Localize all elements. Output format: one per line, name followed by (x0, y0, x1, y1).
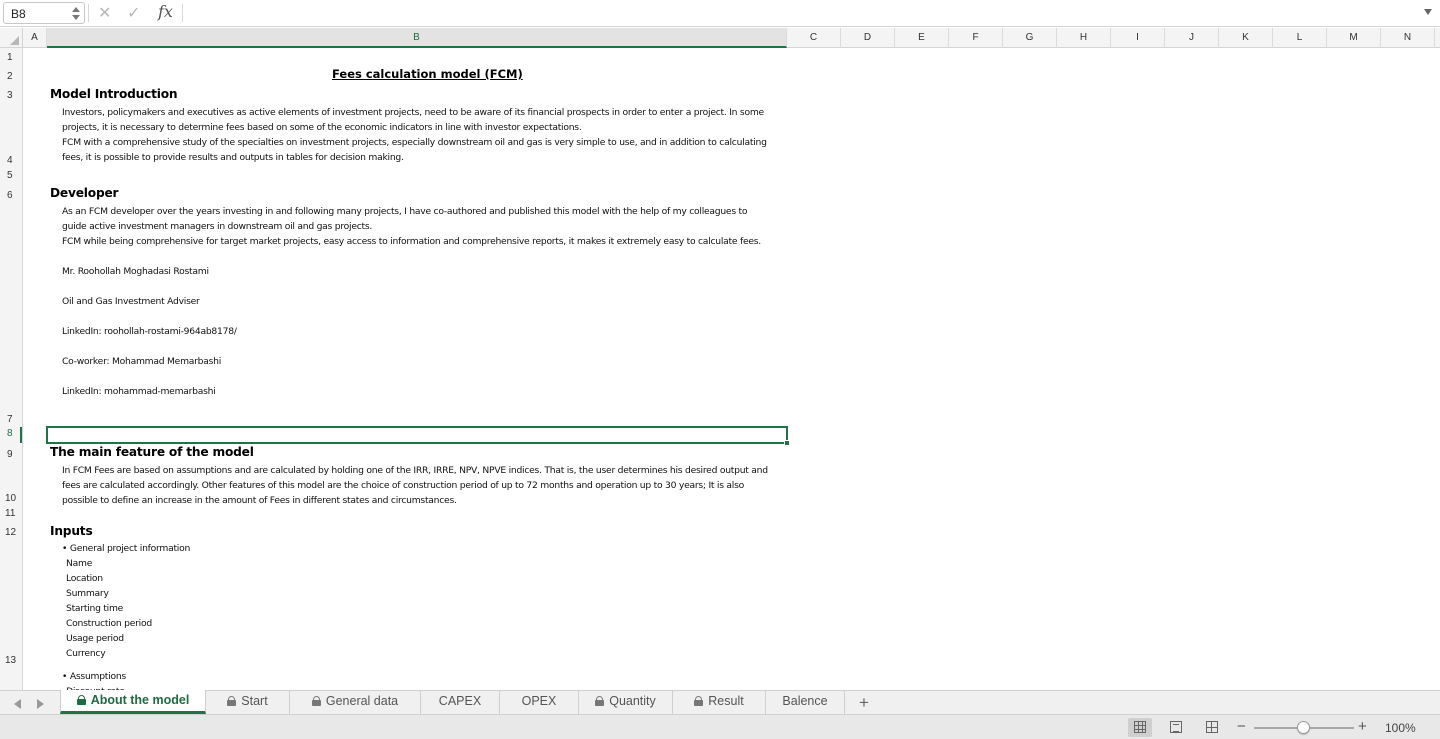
column-header-g[interactable]: G (1003, 28, 1057, 48)
zoom-out-button[interactable]: − (1237, 718, 1246, 735)
inputs-list-item: Summary (66, 588, 109, 599)
column-header-i[interactable]: I (1111, 28, 1165, 48)
column-header-b[interactable]: B (47, 28, 787, 48)
tab-label: Start (241, 694, 268, 708)
heading-model-introduction: Model Introduction (50, 87, 178, 101)
add-sheet-button[interactable]: + (859, 693, 869, 712)
heading-inputs: Inputs (50, 524, 93, 538)
cancel-icon[interactable]: ✕ (98, 5, 112, 22)
tab-label: About the model (90, 693, 190, 707)
tab-label: Balence (782, 694, 828, 708)
status-bar (0, 714, 1440, 739)
document-content (23, 48, 787, 690)
heading-developer: Developer (50, 186, 119, 200)
zoom-level[interactable]: 100% (1385, 721, 1416, 735)
heading-main-feature: The main feature of the model (50, 445, 254, 459)
tab-about-the-model[interactable] (60, 690, 206, 714)
row-header-6[interactable]: 6 (7, 190, 13, 201)
previous-sheet-icon[interactable] (14, 699, 21, 709)
lock-icon (312, 696, 321, 706)
lock-icon (694, 696, 703, 706)
developer-line: FCM while being comprehensive for target market projects, easy access to information and comprehensive reports, it makes it extremely easy to calculate fees. (62, 236, 761, 247)
column-header-c[interactable]: C (787, 28, 841, 48)
name-box[interactable] (3, 2, 85, 24)
row-header-4[interactable]: 4 (7, 155, 13, 166)
coworker-name: Co-worker: Mohammad Memarbashi (62, 356, 222, 367)
row-header-5[interactable]: 5 (7, 170, 13, 181)
feature-line: In FCM Fees are based on assumptions and are calculated by holding one of the IRR, IRRE, NPV, NPVE indices. That is, the user determines his desired output and (62, 465, 768, 476)
column-header-a[interactable]: A (23, 28, 47, 48)
inputs-list-item: Location (66, 573, 103, 584)
column-header-l[interactable]: L (1273, 28, 1327, 48)
cell-reference[interactable]: B8 (11, 7, 26, 21)
inputs-group-title: • General project information (62, 543, 191, 554)
tab-balence[interactable] (766, 691, 845, 714)
name-box-stepper-icon[interactable] (72, 5, 80, 21)
sheet-tabs-bar (0, 690, 1440, 714)
page-layout-icon (1170, 721, 1182, 733)
feature-line: possible to define an increase in the amount of Fees in different states and circumstances. (62, 495, 457, 506)
row-header-2[interactable]: 2 (7, 71, 13, 82)
next-sheet-icon[interactable] (37, 699, 44, 709)
row-header-12[interactable]: 12 (5, 527, 17, 538)
column-header-m[interactable]: M (1327, 28, 1381, 48)
tab-start[interactable] (206, 691, 290, 714)
tab-label: General data (325, 694, 399, 708)
developer-role: Oil and Gas Investment Adviser (62, 296, 200, 307)
inputs-list-item: Starting time (66, 603, 124, 614)
column-header-row (0, 28, 1440, 48)
tab-general-data[interactable] (290, 691, 421, 714)
selected-cell-b8[interactable] (46, 426, 788, 444)
column-header-h[interactable]: H (1057, 28, 1111, 48)
feature-line: fees are calculated accordingly. Other features of this model are the choice of construction period of up to 72 months and operation up to 30 years; It is also (62, 480, 745, 491)
tab-label: Result (708, 694, 744, 708)
insert-function-icon[interactable]: fx (158, 2, 173, 21)
row-header-7[interactable]: 7 (7, 414, 13, 425)
zoom-in-button[interactable]: + (1358, 718, 1367, 735)
column-header-n[interactable]: N (1381, 28, 1435, 48)
formula-input-divider (182, 4, 183, 22)
lock-icon (595, 696, 604, 706)
tab-label: OPEX (521, 694, 557, 708)
active-row-indicator (20, 427, 22, 443)
formula-bar (0, 0, 1440, 27)
tab-quantity[interactable] (579, 691, 673, 714)
tab-opex[interactable] (500, 691, 579, 714)
inputs-list-item: Construction period (66, 618, 152, 629)
tab-result[interactable] (673, 691, 766, 714)
row-header-13[interactable]: 13 (5, 655, 17, 666)
lock-icon (77, 695, 86, 705)
page-title: Fees calculation model (FCM) (332, 67, 523, 81)
coworker-linkedin: LinkedIn: mohammad-memarbashi (62, 386, 216, 397)
developer-line: As an FCM developer over the years investing in and following many projects, I have co-authored and published this model with the help of my colleagues to (62, 206, 748, 217)
expand-formula-bar-icon[interactable] (1424, 9, 1432, 15)
normal-view-icon (1134, 721, 1146, 733)
column-header-k[interactable]: K (1219, 28, 1273, 48)
inputs-list-item: Usage period (66, 633, 124, 644)
page-break-icon (1206, 721, 1218, 733)
tab-capex[interactable] (421, 691, 500, 714)
row-header-column (0, 48, 23, 690)
developer-line: guide active investment managers in downstream oil and gas projects. (62, 221, 373, 232)
row-header-9[interactable]: 9 (7, 449, 13, 460)
row-header-1[interactable]: 1 (7, 52, 13, 63)
row-header-8[interactable]: 8 (7, 428, 13, 439)
intro-line: projects, it is necessary to determine fees based on some of the economic indicators in line with investor expectations. (62, 122, 582, 133)
fill-handle[interactable] (784, 440, 790, 446)
column-header-j[interactable]: J (1165, 28, 1219, 48)
intro-line: fees, it is possible to provide results and outputs in tables for decision making. (62, 152, 404, 163)
worksheet-grid[interactable] (23, 48, 1440, 690)
normal-view-button[interactable] (1128, 718, 1152, 737)
tab-label: CAPEX (438, 694, 482, 708)
lock-icon (227, 696, 236, 706)
developer-name: Mr. Roohollah Moghadasi Rostami (62, 266, 209, 277)
column-header-e[interactable]: E (895, 28, 949, 48)
page-break-view-button[interactable] (1200, 718, 1224, 737)
select-all-icon (10, 36, 19, 45)
formula-bar-divider (88, 4, 89, 22)
column-header-d[interactable]: D (841, 28, 895, 48)
row-header-3[interactable]: 3 (7, 90, 13, 101)
enter-icon[interactable]: ✓ (127, 5, 141, 22)
inputs-group-title: • Assumptions (62, 671, 126, 682)
inputs-list-item: Name (66, 558, 93, 569)
inputs-list-item: Currency (66, 648, 106, 659)
page-layout-view-button[interactable] (1164, 718, 1188, 737)
zoom-slider-thumb[interactable] (1297, 721, 1310, 734)
column-header-f[interactable]: F (949, 28, 1003, 48)
intro-line: FCM with a comprehensive study of the specialties on investment projects, especially downstream oil and gas is very simple to use, and in addition to calculating (62, 137, 767, 148)
select-all-button[interactable] (0, 28, 23, 48)
row-header-10[interactable]: 10 (5, 493, 17, 504)
row-header-11[interactable]: 11 (5, 508, 16, 519)
tab-label: Quantity (609, 694, 656, 708)
intro-line: Investors, policymakers and executives as active elements of investment projects, need to be aware of its financial prospects in order to enter a project. In some (62, 107, 764, 118)
developer-linkedin: LinkedIn: roohollah-rostami-964ab8178/ (62, 326, 237, 337)
